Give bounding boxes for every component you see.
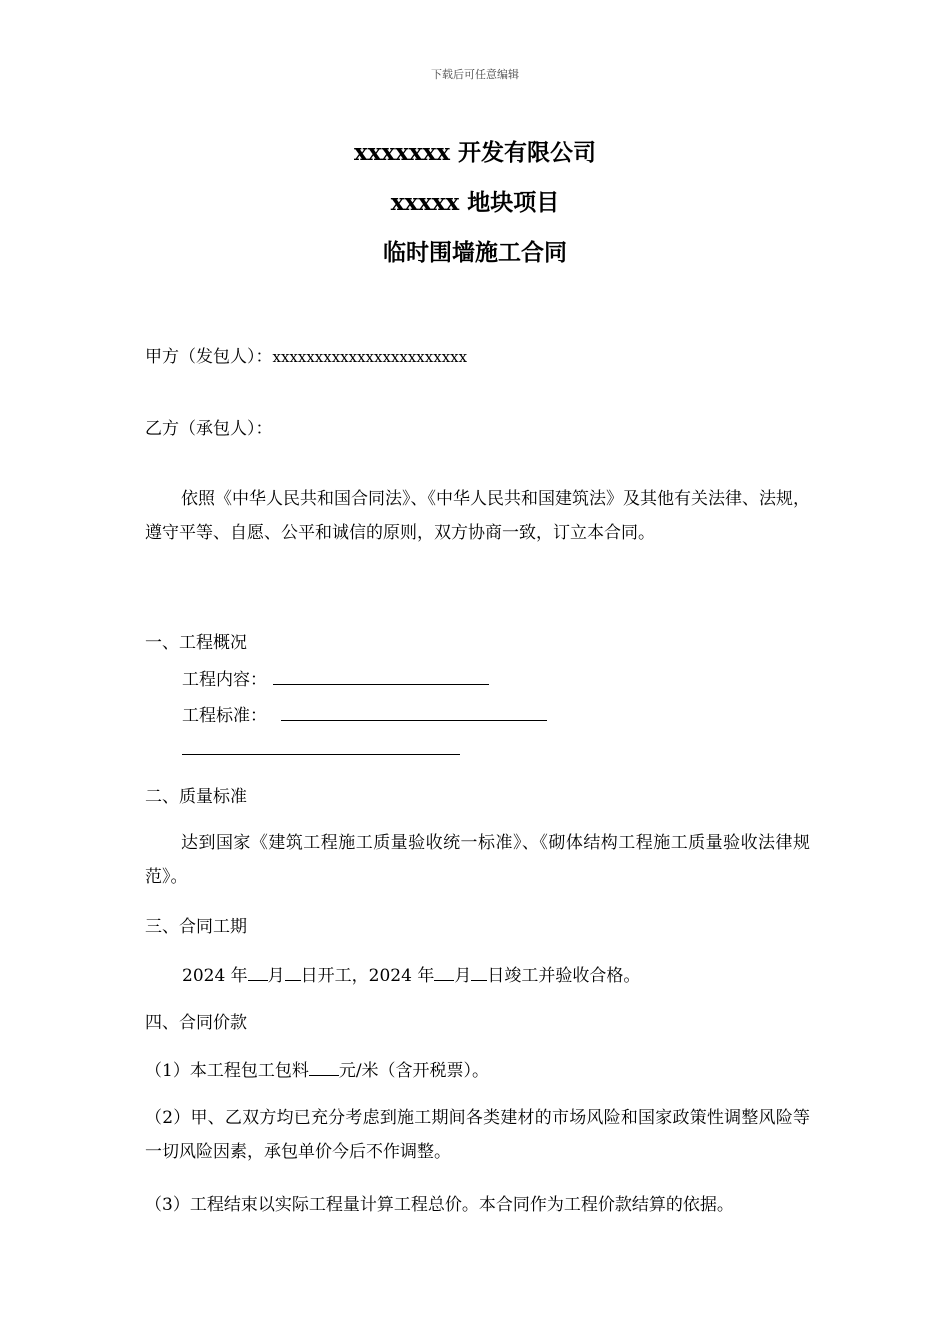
end-month-label: 月 — [454, 966, 472, 986]
section-4-heading: 四、合同价款 — [145, 1013, 247, 1033]
section-1-heading: 一、工程概况 — [145, 633, 247, 653]
start-month-blank — [248, 963, 268, 981]
start-year: 2024 年 — [182, 966, 248, 986]
project-title: xxxxx 地块项目 — [390, 189, 560, 216]
start-day-blank — [285, 963, 301, 981]
project-content-label: 工程内容： — [182, 670, 267, 690]
section-2-heading: 二、质量标准 — [145, 787, 247, 807]
end-year: 2024 年 — [368, 966, 435, 986]
company-title: xxxxxxx 开发有限公司 — [354, 139, 596, 166]
project-standard-blank-continued — [182, 754, 460, 755]
end-day-blank — [471, 963, 487, 981]
quality-standard-paragraph: 达到国家《建筑工程施工质量验收统一标准》、《砌体结构工程施工质量验收法律规范》。 — [145, 833, 810, 887]
end-month-blank — [434, 963, 454, 981]
project-content-blank — [273, 667, 489, 685]
project-standard-blank — [281, 703, 547, 721]
party-b-line — [145, 418, 273, 440]
start-day-label: 日开工， — [300, 966, 369, 986]
project-standard-line — [182, 703, 547, 727]
contract-title: 临时围墙施工合同 — [383, 239, 567, 266]
unit-price-blank — [309, 1058, 339, 1076]
party-a-line — [145, 346, 467, 368]
project-standard-label: 工程标准： — [182, 706, 267, 726]
price-item-1-suffix: 元/米（含开税票）。 — [338, 1061, 490, 1081]
schedule-line — [182, 963, 640, 987]
party-b-label: 乙方（承包人）： — [145, 419, 273, 439]
price-item-1 — [145, 1058, 489, 1082]
project-content-line — [182, 667, 489, 691]
end-day-label: 日竣工并验收合格。 — [487, 966, 641, 986]
intro-paragraph: 依照《中华人民共和国合同法》、《中华人民共和国建筑法》及其他有关法律、法规，遵守平等、自愿、公平和诚信的原则，双方协商一致，订立本合同。 — [145, 489, 810, 543]
price-item-1-prefix: （1）本工程包工包料 — [145, 1061, 309, 1081]
header-note: 下载后可任意编辑 — [431, 68, 519, 81]
price-item-2: （2）甲、乙双方均已充分考虑到施工期间各类建材的市场风险和国家政策性调整风险等一切风险因素，承包单价今后不作调整。 — [145, 1108, 810, 1162]
start-month-label: 月 — [267, 966, 285, 986]
party-a-label: 甲方（发包人）： — [145, 347, 273, 367]
price-item-3: （3）工程结束以实际工程量计算工程总价。本合同作为工程价款结算的依据。 — [145, 1195, 734, 1215]
section-3-heading: 三、合同工期 — [145, 917, 247, 937]
party-a-value: xxxxxxxxxxxxxxxxxxxxxxx — [272, 348, 468, 366]
